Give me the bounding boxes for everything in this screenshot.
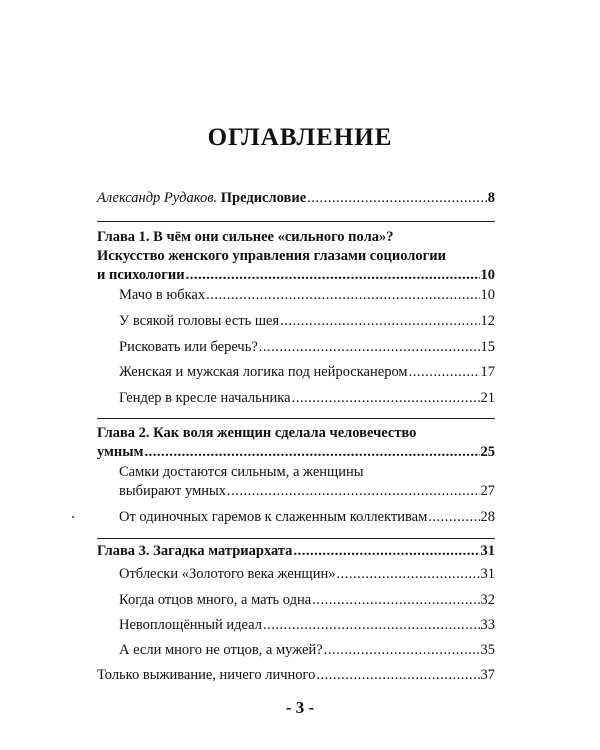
toc-entry-section[interactable]: [119, 508, 495, 527]
page-ref: 15: [480, 339, 495, 355]
page-ref: 33: [480, 617, 495, 633]
section-title: У всякой головы есть шея: [119, 313, 280, 329]
section-title: Невоплощённый идеал: [119, 617, 262, 633]
chapter-title-line: Глава 2. Как воля женщин сделала человечество: [97, 425, 417, 441]
page-title: ОГЛАВЛЕНИЕ: [207, 124, 393, 151]
dot-leader: [259, 338, 480, 357]
toc-entry-preface[interactable]: [97, 189, 495, 208]
page-ref: 35: [480, 642, 495, 658]
section-title: А если много не отцов, а мужей?: [119, 642, 323, 658]
toc-entry-chapter-3[interactable]: [97, 542, 495, 561]
chapter-title-line: Глава 1. В чём они сильнее «сильного пола»?: [97, 229, 394, 245]
section-title: Гендер в кресле начальника: [119, 390, 291, 406]
section-title: Мачо в юбках: [119, 287, 206, 303]
preface-label: Предисловие: [220, 190, 307, 206]
section-title: Женская и мужская логика под нейросканером: [119, 364, 408, 380]
toc-entry-chapter-2[interactable]: [97, 424, 495, 462]
toc-entry-section[interactable]: [119, 565, 495, 584]
dot-leader: [292, 389, 480, 408]
section-title: Только выживание, ничего личного: [97, 667, 316, 683]
dot-leader: [206, 286, 479, 305]
dot-leader: [293, 542, 479, 561]
page-ref: 21: [480, 390, 495, 406]
toc-entry-section[interactable]: [119, 591, 495, 610]
chapter-title-line: умным: [97, 444, 144, 460]
dot-leader: [316, 666, 479, 685]
section-title-line: выбирают умных: [119, 483, 227, 499]
dot-leader: [227, 482, 479, 501]
dot-leader: [324, 641, 480, 660]
page-ref: 25: [480, 444, 495, 460]
section-title: Отблески «Золотого века женщин»: [119, 566, 336, 582]
chapter-title-line: и психологии: [97, 267, 185, 283]
dot-leader: [307, 189, 487, 208]
page-ref: 31: [480, 543, 495, 559]
section-title: Рисковать или беречь?: [119, 339, 258, 355]
toc-entry-section[interactable]: [119, 286, 495, 305]
page-ref: 10: [480, 267, 495, 283]
toc-entry-section[interactable]: [119, 312, 495, 331]
divider: [97, 418, 495, 419]
print-speck: [72, 516, 74, 518]
chapter-title-line: Искусство женского управления глазами социологии: [97, 248, 446, 264]
page-ref: 28: [480, 509, 495, 525]
toc-entry-section[interactable]: [97, 666, 495, 685]
page-ref: 37: [480, 667, 495, 683]
toc-entry-chapter-1[interactable]: [97, 228, 495, 285]
page-ref: 12: [480, 313, 495, 329]
dot-leader: [145, 443, 480, 462]
page-ref: 10: [480, 287, 495, 303]
divider: [97, 538, 495, 539]
dot-leader: [263, 616, 480, 635]
divider: [97, 221, 495, 222]
dot-leader: [312, 591, 479, 610]
dot-leader: [337, 565, 480, 584]
dot-leader: [409, 363, 480, 382]
page-ref: 27: [480, 483, 495, 499]
section-title-line: Самки достаются сильным, а женщины: [119, 464, 364, 480]
toc-entry-section[interactable]: [119, 389, 495, 408]
dot-leader: [186, 266, 480, 285]
toc-entry-section[interactable]: [119, 616, 495, 635]
chapter-title-line: Глава 3. Загадка матриархата: [97, 543, 293, 559]
toc-entry-section[interactable]: [119, 641, 495, 660]
toc-entry-section[interactable]: [119, 363, 495, 382]
page-number: - 3 -: [285, 698, 315, 717]
section-title: От одиночных гаремов к слаженным коллективам: [119, 509, 428, 525]
dot-leader: [280, 312, 479, 331]
section-title: Когда отцов много, а мать одна: [119, 592, 312, 608]
toc-entry-section[interactable]: [119, 338, 495, 357]
dot-leader: [428, 508, 479, 527]
page-ref: 31: [480, 566, 495, 582]
page-ref: 17: [480, 364, 495, 380]
toc-entry-section[interactable]: [119, 463, 495, 501]
page-ref: 32: [480, 592, 495, 608]
page-ref: 8: [487, 190, 495, 206]
preface-author: Александр Рудаков.: [97, 190, 218, 206]
